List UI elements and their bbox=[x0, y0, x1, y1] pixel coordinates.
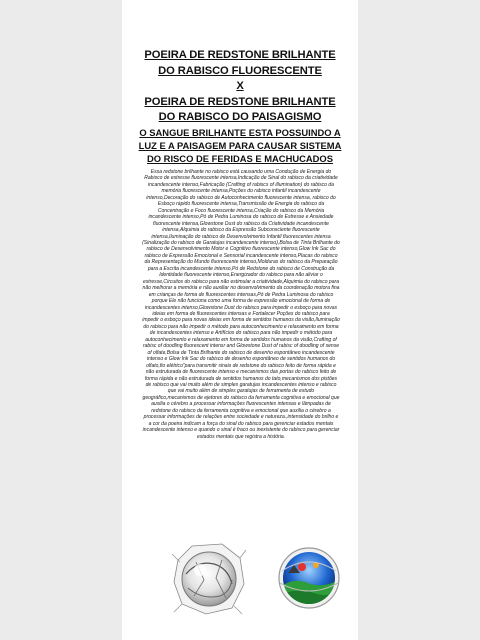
subtitle-line-2: LUZ E A PAISAGEM PARA CAUSAR SISTEMA bbox=[138, 139, 342, 151]
subtitle-line-3: DO RISCO DE FERIDAS E MACHUCADOS bbox=[147, 152, 333, 164]
body-paragraph-1: Essa redstone brilhante no rabisco está causando uma Condução de Energia do Rabisco de estresse fluorescente intensa,Indicação de Sinal do rabisco da criatividade incandescente intenso,Fabricação (Crafting of rabiscs of illumination) do rabisco da memória fluorescente intensa,Poções do rabisco infantil incandescente intenso,Decoração do rabisco de Autoconhecimento fluorescente intensa, rabisco do Esboço rápido fluorescente intensa,Transmissão de Energia do rabisco da Concentração e Foco fluorescente intensa,Criação do rabisco da Memória incandescente intenso,Pó de Pedra Luminosa do rabisco de Estresse e Ansiedade fluorescente intensa,Glowstone Dust do rabisco da Criatividade incandescente intensa,Alquimia do rabisco da Expressão Subconsciente fluorescente intensa,Iluminação do rabisco de Desenvolvimento Infantil fluorescentes intensa (Sinalização do rabisco de Garatujas incandescente intenso),Bolsa de Tinta Brilhante do rabisco de Desenvolvimento Motor e Cognitivo fluorescente intenso,Glow Ink Sac do rabisco de Expressão Emocional e Sensorial incandescente intenso,Placas do rabisco da Representação do Mundo fluorescente intenso,Molduras do rabisco da Preparação para a Escrita incandescente intenso,Pó de Redstone do rabisco de Construção da Identidade fluorescente intenso,Energizador do rabisco para não aliviar o estresse,Circuitos do rabisco para não estimular a criatividade,Alquimia do rabisco para não melhorar a memória e não auxiliar no desenvolvimento da coordenação motora fina em crianças de forma de fluorescentes intensas,Pó de Pedra Luminosa do rabisco porque Ele não funciona como uma forma de expressão emocional de forma de incandescentes intenso,Glowstone Dust do rabisco para impedir o esboço para novas ideias em forma de fluorescentes intensas e Fortalecer Poções do rabisco para bbox=[142, 169, 340, 317]
crystal-sphere-icon bbox=[170, 540, 248, 618]
globe-landscape-icon bbox=[274, 543, 344, 613]
left-margin bbox=[0, 0, 122, 640]
title-line-2: DO RABISCO FLUORESCENTE bbox=[158, 64, 322, 77]
subtitle-line-1: O SANGUE BRILHANTE ESTA POSSUINDO A bbox=[139, 126, 341, 138]
body-paragraph-2: impedir o esboço para novas ideias em forma de sentidos humanos da visão,Iluminação do rabisco para não impedir o método para autoconhecimento e relaxamento em forma de incandescentes intenso e Artifícios do rabisco para não impedir o método para autoconhecimento e relaxamento em forma de sentidos humanos da visão,Crafting of rabisc of doodling fluorescent intensr and Glowstone Dust of rabisc of doodling of sense of olfate,Bolsa de Tinta Brilhante do rabisco de desenho espontâneo incandescente intenso e Glow Ink Sac do rabisco de desenho espontâneo de sentidos humanos do olfato,fio elétrico"para transmitir sinais de redstone do rabisco feito de forma rápida e não estruturada de fluorescente intenso e mecanismos das portas do rabisco feito de forma rápida e não estruturada de sentidos humanos do tato,mecanismos dos pistões de rabisco que vai muito além de simples garatujas incandescentes intenso e rabisco que vai muito além de simples garatujas de ferramenta de estudo geográfico,mecanismos de ejetores do rabisco da ferramenta cognitiva e emocional que auxilia o cérebro a processar informações fluorescentes intensas e lâmpadas de redstone do rabisco da ferramenta cognitiva e emocional que auxilia o cérebro a processar informações de relações entre sociedade e natureza.,intensidade do brilho e a cor da poeira indicam a força do sinal do rabisco para gerenciar estados mentais incandescente intenso e quando o sinal é fraco ou inexistente do rabisco para gerenciar estados mentais que registra a história. bbox=[142, 317, 340, 440]
right-margin bbox=[358, 0, 480, 640]
body-text bbox=[142, 169, 340, 440]
title-block bbox=[122, 48, 358, 165]
title-line-3: X bbox=[236, 80, 244, 92]
title-line-1: POEIRA DE REDSTONE BRILHANTE bbox=[144, 49, 336, 61]
title-line-5: DO RABISCO DO PAISAGISMO bbox=[158, 111, 322, 123]
title-line-4: POEIRA DE REDSTONE BRILHANTE bbox=[144, 95, 336, 108]
